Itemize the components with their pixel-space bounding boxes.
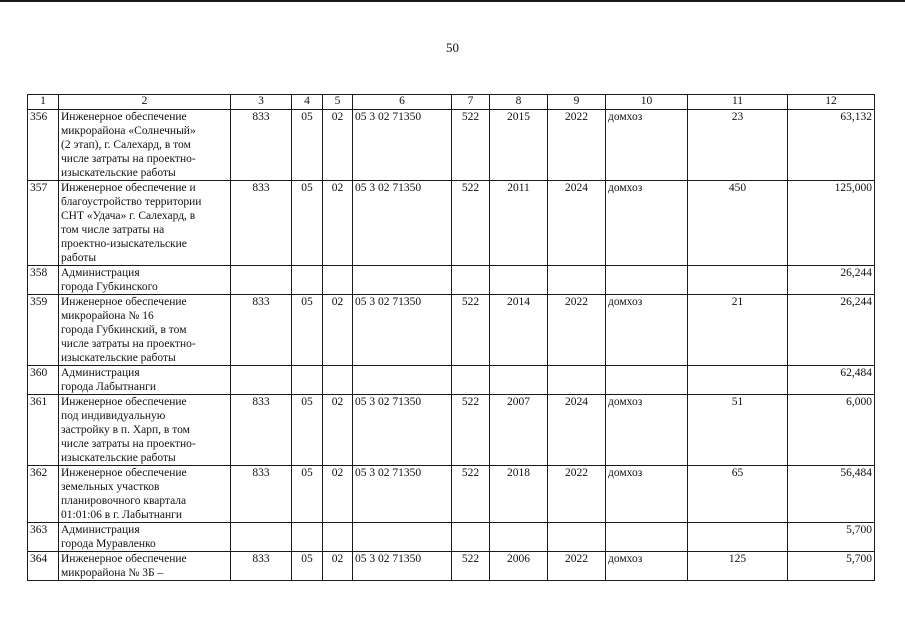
cell-object-name (59, 266, 231, 295)
cell-expense-type: 522 (452, 466, 490, 523)
object-name-line: микрорайона № 16 (61, 310, 154, 322)
cell-subsection: 02 (323, 181, 353, 266)
cell-chapter: 833 (231, 110, 292, 181)
cell-object-name (59, 366, 231, 395)
cell-chapter: 833 (231, 466, 292, 523)
table-body (28, 110, 875, 581)
cell-chapter (231, 366, 292, 395)
cell-amount: 62,484 (788, 366, 875, 395)
cell-responsible: домхоз (606, 110, 688, 181)
cell-capacity: 125 (688, 552, 788, 581)
object-name-line: 01:01:06 в г. Лабытнанги (61, 509, 183, 521)
cell-amount: 125,000 (788, 181, 875, 266)
cell-subsection: 02 (323, 110, 353, 181)
cell-start-year (490, 266, 548, 295)
cell-chapter (231, 523, 292, 552)
cell-expense-type: 522 (452, 395, 490, 466)
header-cell: 3 (231, 95, 292, 110)
object-name-line: Администрация (61, 367, 140, 379)
cell-chapter: 833 (231, 552, 292, 581)
object-name-line: благоустройство территории (61, 196, 202, 208)
object-name-line: Инженерное обеспечение (61, 396, 187, 408)
object-name-line: под индивидуальную (61, 410, 166, 422)
cell-responsible: домхоз (606, 552, 688, 581)
cell-object-name (59, 395, 231, 466)
object-name-line: города Губкинский, в том (61, 324, 187, 336)
object-name-line: том числе затраты на (61, 224, 165, 236)
object-name-line: числе затраты на проектно- (61, 153, 196, 165)
cell-start-year: 2011 (490, 181, 548, 266)
table-row (28, 552, 875, 581)
cell-responsible (606, 366, 688, 395)
object-name-line: проектно-изыскательские (61, 238, 187, 250)
cell-start-year: 2006 (490, 552, 548, 581)
table-row (28, 110, 875, 181)
cell-amount: 5,700 (788, 552, 875, 581)
cell-amount: 56,484 (788, 466, 875, 523)
cell-expense-type: 522 (452, 110, 490, 181)
object-name-line: числе затраты на проектно- (61, 438, 196, 450)
investment-table (27, 94, 875, 581)
header-cell: 12 (788, 95, 875, 110)
object-name-line: изыскательские работы (61, 167, 176, 179)
cell-amount: 5,700 (788, 523, 875, 552)
cell-responsible: домхоз (606, 181, 688, 266)
cell-start-year (490, 366, 548, 395)
object-name-line: города Лабытнанги (61, 381, 156, 393)
top-border-line (0, 0, 905, 2)
cell-expense-type: 522 (452, 295, 490, 366)
object-name-line: застройку в п. Харп, в том (61, 424, 190, 436)
cell-section: 05 (292, 395, 323, 466)
cell-section: 05 (292, 295, 323, 366)
object-name-line: (2 этап), г. Салехард, в том (61, 139, 191, 151)
cell-capacity: 51 (688, 395, 788, 466)
cell-target-article: 05 3 02 71350 (353, 110, 452, 181)
cell-expense-type (452, 523, 490, 552)
object-name-line: СНТ «Удача» г. Салехард, в (61, 210, 196, 222)
cell-target-article: 05 3 02 71350 (353, 295, 452, 366)
header-cell: 8 (490, 95, 548, 110)
table-row (28, 366, 875, 395)
cell-object-name (59, 466, 231, 523)
table-row (28, 395, 875, 466)
header-cell: 5 (323, 95, 353, 110)
object-name-line: микрорайона № 3Б – (61, 567, 164, 579)
page-number: 50 (446, 40, 459, 55)
cell-chapter (231, 266, 292, 295)
cell-row-number: 363 (28, 523, 59, 552)
cell-responsible (606, 523, 688, 552)
cell-expense-type (452, 366, 490, 395)
object-name-line: изыскательские работы (61, 352, 176, 364)
header-cell: 6 (353, 95, 452, 110)
cell-section (292, 266, 323, 295)
cell-target-article (353, 366, 452, 395)
object-name-line: изыскательские работы (61, 452, 176, 464)
cell-section: 05 (292, 552, 323, 581)
cell-row-number: 364 (28, 552, 59, 581)
cell-responsible (606, 266, 688, 295)
cell-amount: 6,000 (788, 395, 875, 466)
cell-capacity (688, 366, 788, 395)
cell-start-year: 2007 (490, 395, 548, 466)
cell-amount: 26,244 (788, 295, 875, 366)
cell-row-number: 362 (28, 466, 59, 523)
header-cell: 10 (606, 95, 688, 110)
object-name-line: планировочного квартала (61, 495, 187, 507)
cell-expense-type: 522 (452, 181, 490, 266)
object-name-line: Инженерное обеспечение (61, 467, 187, 479)
cell-row-number: 361 (28, 395, 59, 466)
cell-object-name (59, 110, 231, 181)
header-cell: 11 (688, 95, 788, 110)
cell-row-number: 356 (28, 110, 59, 181)
cell-target-article: 05 3 02 71350 (353, 466, 452, 523)
cell-responsible: домхоз (606, 466, 688, 523)
cell-row-number: 360 (28, 366, 59, 395)
object-name-line: числе затраты на проектно- (61, 338, 196, 350)
object-name-line: Инженерное обеспечение (61, 111, 187, 123)
cell-subsection: 02 (323, 395, 353, 466)
table-row (28, 295, 875, 366)
cell-start-year: 2014 (490, 295, 548, 366)
cell-target-article (353, 266, 452, 295)
cell-end-year (548, 266, 606, 295)
cell-subsection: 02 (323, 295, 353, 366)
cell-expense-type: 522 (452, 552, 490, 581)
object-name-line: земельных участков (61, 481, 160, 493)
cell-target-article: 05 3 02 71350 (353, 395, 452, 466)
cell-object-name (59, 552, 231, 581)
cell-subsection (323, 366, 353, 395)
cell-capacity (688, 523, 788, 552)
cell-amount: 26,244 (788, 266, 875, 295)
cell-end-year: 2022 (548, 295, 606, 366)
cell-row-number: 359 (28, 295, 59, 366)
cell-end-year: 2022 (548, 552, 606, 581)
cell-capacity: 23 (688, 110, 788, 181)
cell-object-name (59, 523, 231, 552)
cell-start-year (490, 523, 548, 552)
table-row (28, 181, 875, 266)
cell-capacity (688, 266, 788, 295)
cell-chapter: 833 (231, 181, 292, 266)
cell-subsection (323, 266, 353, 295)
object-name-line: Администрация (61, 524, 140, 536)
cell-target-article: 05 3 02 71350 (353, 552, 452, 581)
cell-end-year: 2022 (548, 110, 606, 181)
cell-expense-type (452, 266, 490, 295)
cell-section (292, 523, 323, 552)
header-row (28, 95, 875, 110)
cell-row-number: 358 (28, 266, 59, 295)
object-name-line: города Муравленко (61, 538, 156, 550)
header-cell: 2 (59, 95, 231, 110)
cell-end-year: 2024 (548, 395, 606, 466)
header-cell: 7 (452, 95, 490, 110)
cell-end-year (548, 366, 606, 395)
cell-responsible: домхоз (606, 295, 688, 366)
cell-chapter: 833 (231, 295, 292, 366)
cell-start-year: 2015 (490, 110, 548, 181)
cell-section: 05 (292, 466, 323, 523)
object-name-line: работы (61, 252, 97, 264)
cell-capacity: 21 (688, 295, 788, 366)
cell-target-article (353, 523, 452, 552)
cell-subsection: 02 (323, 466, 353, 523)
table-row (28, 523, 875, 552)
cell-section: 05 (292, 110, 323, 181)
object-name-line: микрорайона «Солнечный» (61, 125, 196, 137)
cell-start-year: 2018 (490, 466, 548, 523)
cell-row-number: 357 (28, 181, 59, 266)
cell-end-year: 2022 (548, 466, 606, 523)
object-name-line: Инженерное обеспечение (61, 296, 187, 308)
table-row (28, 466, 875, 523)
cell-section (292, 366, 323, 395)
cell-subsection (323, 523, 353, 552)
cell-target-article: 05 3 02 71350 (353, 181, 452, 266)
cell-capacity: 450 (688, 181, 788, 266)
cell-amount: 63,132 (788, 110, 875, 181)
cell-object-name (59, 181, 231, 266)
cell-subsection: 02 (323, 552, 353, 581)
object-name-line: Инженерное обеспечение и (61, 182, 196, 194)
object-name-line: Инженерное обеспечение (61, 553, 187, 565)
cell-capacity: 65 (688, 466, 788, 523)
header-cell: 9 (548, 95, 606, 110)
cell-responsible: домхоз (606, 395, 688, 466)
object-name-line: города Губкинского (61, 281, 158, 293)
header-cell: 1 (28, 95, 59, 110)
cell-end-year (548, 523, 606, 552)
object-name-line: Администрация (61, 267, 140, 279)
cell-object-name (59, 295, 231, 366)
header-cell: 4 (292, 95, 323, 110)
cell-end-year: 2024 (548, 181, 606, 266)
cell-section: 05 (292, 181, 323, 266)
table-row (28, 266, 875, 295)
cell-chapter: 833 (231, 395, 292, 466)
